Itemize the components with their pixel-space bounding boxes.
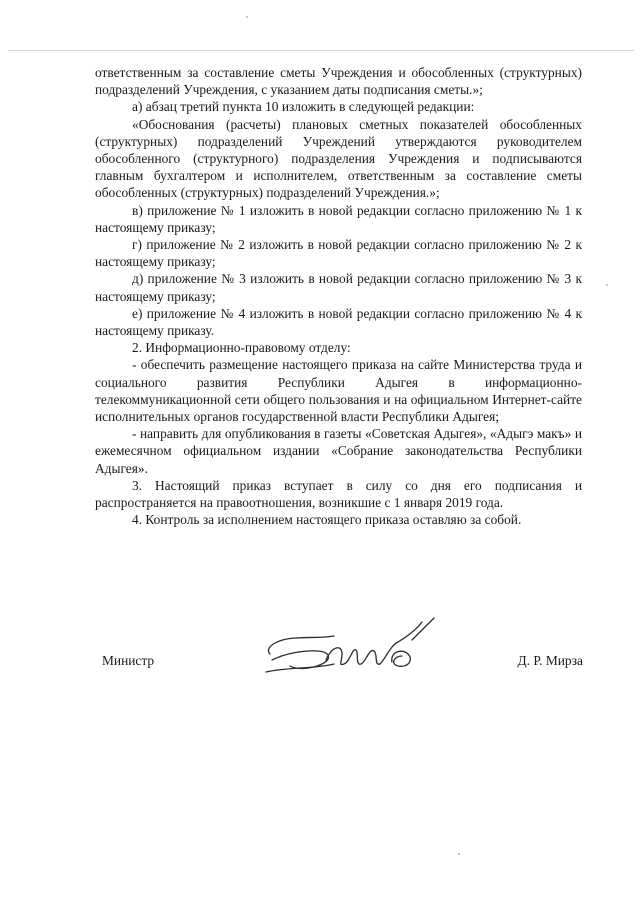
paragraph-section-4: 4. Контроль за исполнением настоящего приказа оставляю за собой. <box>132 512 522 528</box>
paragraph-item-e: е) приложение № 4 изложить в новой редакции согласно приложению № 4 к настоящему приказу. <box>95 305 582 339</box>
paragraph-item-a: а) абзац третий пункта 10 изложить в следующей редакции: <box>132 99 475 115</box>
signature-block <box>0 610 640 700</box>
paragraph-bullet-website: - обеспечить размещение настоящего приказа на сайте Министерства труда и социального развития Республики Адыгея в информационно-телекоммуникационной сети общего пользования и на официальном Интернет-сайте исполнительных органов государственной власти Республики Адыгея; <box>95 357 582 425</box>
paragraph-continuation: ответственным за составление сметы Учреждения и обособленных (структурных) подразделений Учреждения, с указанием даты подписания сметы.»; <box>95 65 582 98</box>
paragraph-item-d: д) приложение № 3 изложить в новой редакции согласно приложению № 3 к настоящему приказу; <box>95 271 582 304</box>
scan-speck <box>606 284 608 286</box>
scan-speck <box>458 853 460 855</box>
handwritten-signature <box>262 614 440 684</box>
paragraph-bullet-publish: - направить для опубликования в газеты «Советская Адыгея», «Адыгэ макъ» и ежемесячном официальном издании «Собрание законодательства Республики Адыгея». <box>95 426 582 476</box>
scan-edge-line <box>8 50 634 51</box>
paragraph-item-g: г) приложение № 2 изложить в новой редакции согласно приложению № 2 к настоящему приказу; <box>95 237 582 270</box>
signatory-title: Министр <box>102 653 155 668</box>
signatory-name: Д. Р. Мирза <box>517 653 583 668</box>
scan-speck <box>246 16 248 18</box>
paragraph-section-3: 3. Настоящий приказ вступает в силу со дня его подписания и распространяется на правоотношения, возникшие с 1 января 2019 года. <box>95 477 582 511</box>
document-body <box>95 64 582 528</box>
paragraph-quote: «Обоснования (расчеты) плановых сметных показателей обособленных (структурных) подразделений Учреждений утверждаются руководителем обособленного (структурного) подразделения Учреждения и подписываются главным бухгалтером и исполнителем, ответственным за составление сметы обособленных (структурных) подразделений Учреждения.»; <box>95 116 582 201</box>
paragraph-item-v: в) приложение № 1 изложить в новой редакции согласно приложению № 1 к настоящему приказу; <box>95 202 582 235</box>
paragraph-section-2: 2. Информационно-правовому отделу: <box>132 340 351 356</box>
